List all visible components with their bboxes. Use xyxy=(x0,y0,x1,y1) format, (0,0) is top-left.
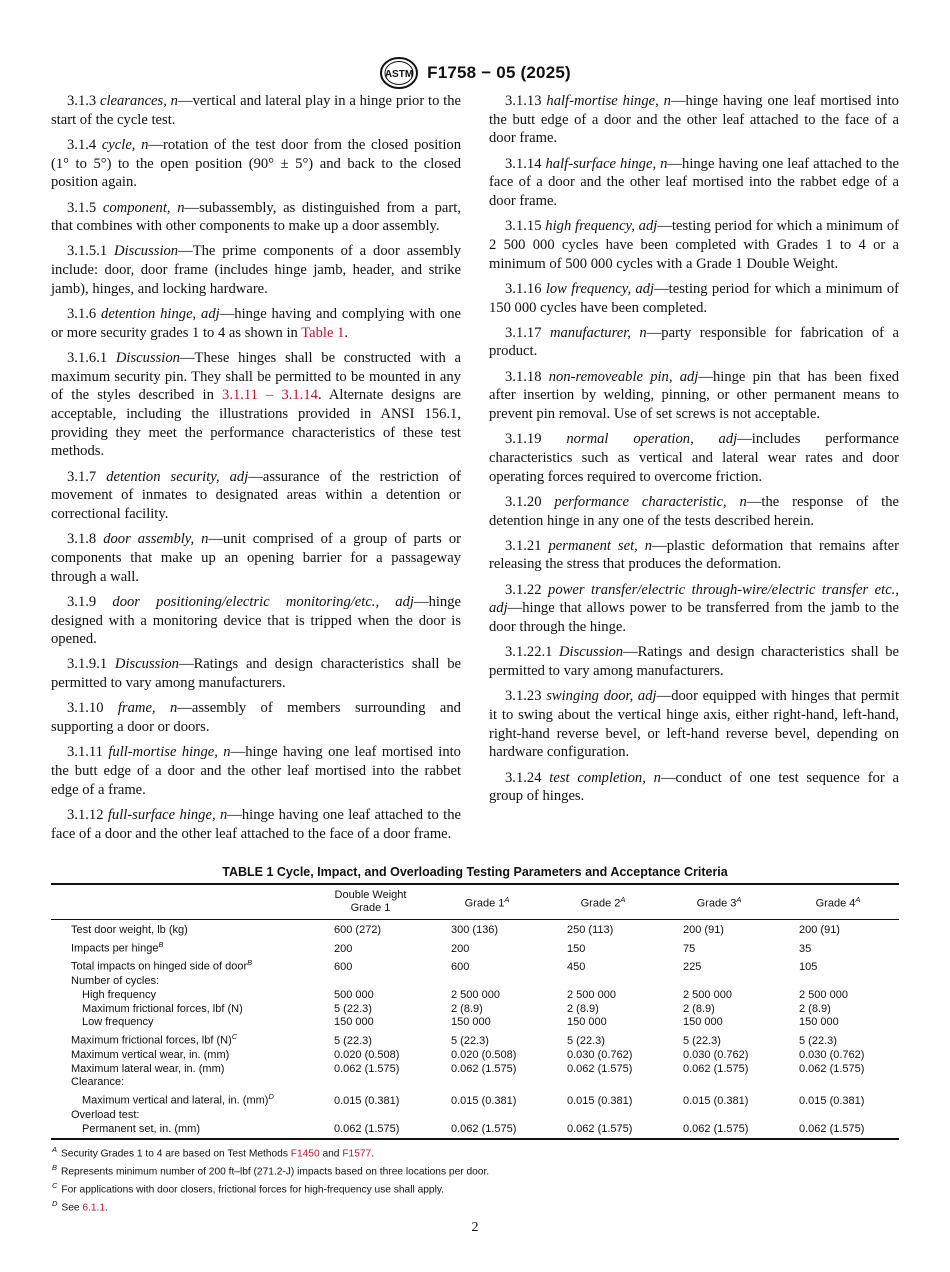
defined-term: clearances, n xyxy=(100,93,178,109)
definition-text: . Alternate designs are acceptable, including the illustrations provided in ANSI 156.1, providing they meet the performance characteristics of these test methods. xyxy=(51,387,461,460)
table-cell xyxy=(312,975,429,989)
table-row xyxy=(51,1003,899,1017)
footnote-marker: A xyxy=(52,1145,58,1155)
defined-term: half-surface hinge, n xyxy=(545,155,668,172)
footnote xyxy=(51,1161,899,1179)
section-number: 3.1.19 xyxy=(505,431,542,448)
defined-term: Discussion xyxy=(114,243,179,260)
table-cell: 0.015 (0.381) xyxy=(683,1094,749,1107)
cross-reference-link[interactable]: 3.1.11 – 3.1.14 xyxy=(222,387,318,404)
table-cell: 0.062 (1.575) xyxy=(683,1062,749,1075)
row-label xyxy=(51,956,312,975)
definition-text: —Ratings and design characteristics shall be permitted to vary among manufacturers. xyxy=(51,656,461,692)
table-cell: 200 xyxy=(451,942,470,955)
definition-text: —subassembly, as distinguished from a part, that combines with other components to make up a door assembly. xyxy=(51,199,461,235)
defined-term: test completion, n xyxy=(549,769,661,786)
row-label xyxy=(51,1109,312,1123)
table-cell xyxy=(545,1076,661,1090)
row-label xyxy=(51,989,312,1003)
table-cell: 200 (91) xyxy=(683,924,724,936)
table-cell: 5 (22.3) xyxy=(334,1002,372,1015)
section-number: 3.1.15 xyxy=(505,218,542,235)
table-cell: 0.015 (0.381) xyxy=(799,1094,865,1107)
row-label-text: Maximum lateral wear, in. (mm) xyxy=(71,1062,225,1075)
definition-text: —includes performance characteristics such as vertical and lateral wear rates and door operating forces required to overcome friction. xyxy=(489,431,899,485)
column-header xyxy=(312,884,429,920)
definition-paragraph xyxy=(51,305,461,342)
table-cell: 300 (136) xyxy=(451,924,499,936)
column-header-text: Grade 4 xyxy=(815,897,856,910)
table-cell xyxy=(429,1076,545,1090)
document-designation: F1758 − 05 (2025) xyxy=(427,63,571,82)
table-cell: 5 (22.3) xyxy=(683,1034,721,1047)
row-label xyxy=(51,1090,312,1109)
footnote-marker: B xyxy=(158,939,164,949)
definition-paragraph xyxy=(51,593,461,649)
section-number: 3.1.20 xyxy=(505,493,542,510)
table-cell: 150 000 xyxy=(799,1016,839,1029)
table-row xyxy=(51,956,899,975)
definition-text: —These hinges shall be constructed with a maximum security pin. They shall be permitted to be mounted in any of the styles described in xyxy=(51,349,461,404)
column-header xyxy=(51,884,312,920)
footnote-text: . xyxy=(105,1202,108,1214)
table-row xyxy=(51,1016,899,1030)
row-label xyxy=(51,1063,312,1077)
column-header-text: Grade 3 xyxy=(696,897,737,910)
table-cell: 2 500 000 xyxy=(451,988,500,1001)
table-cell: 0.020 (0.508) xyxy=(334,1048,400,1061)
definition-text: —vertical and lateral play in a hinge prior to the start of the cycle test. xyxy=(51,93,461,128)
section-number: 3.1.13 xyxy=(505,93,542,109)
table-cell: 2 (8.9) xyxy=(451,1002,483,1015)
table-cell: 0.015 (0.381) xyxy=(334,1094,400,1107)
table-cell xyxy=(777,1109,899,1123)
table-row xyxy=(51,989,899,1003)
left-text-column xyxy=(51,92,461,850)
defined-term: door assembly, n xyxy=(103,531,209,548)
table-cell: 35 xyxy=(799,942,812,955)
table-cell xyxy=(429,1109,545,1123)
section-number: 3.1.6 xyxy=(67,306,97,323)
definition-text: —door equipped with hinges that permit it to swing about the vertical hinge axis, either right-hand, left-hand, right-hand reverse bevel, or left-hand reverse bevel, depending on hardware configuration. xyxy=(489,688,900,761)
defined-term: detention security, adj xyxy=(106,468,249,485)
definition-text: —hinge that allows power to be transferred from the jamb to the door through the hinge. xyxy=(489,600,899,636)
defined-term: cycle, n xyxy=(101,136,149,153)
table-cell: 0.020 (0.508) xyxy=(451,1048,517,1061)
column-header-text: Double Weight Grade 1 xyxy=(334,889,407,914)
row-label-text: Total impacts on hinged side of door xyxy=(71,961,248,973)
table-cell: 5 (22.3) xyxy=(567,1034,605,1047)
footnote-text: Represents minimum number of 200 ft–lbf (271.2-J) impacts based on three locations per door. xyxy=(61,1166,490,1178)
definition-paragraph xyxy=(489,92,899,148)
row-label xyxy=(51,938,312,957)
definition-paragraph xyxy=(489,687,899,762)
section-number: 3.1.11 xyxy=(67,744,103,761)
table-cell: 0.062 (1.575) xyxy=(567,1062,633,1075)
defined-term: high frequency, adj xyxy=(545,218,658,235)
table-cell xyxy=(661,1076,777,1090)
row-label xyxy=(51,1003,312,1017)
definition-text: . xyxy=(344,324,349,341)
definition-text: —hinge having one leaf mortised into the butt edge of a door and the other leaf attached to the face of a door frame. xyxy=(489,93,899,147)
section-number: 3.1.23 xyxy=(505,688,542,705)
definition-text: —the response of the detention hinge in any one of the tests described herein. xyxy=(489,493,900,529)
column-header xyxy=(545,884,661,920)
row-label xyxy=(51,1123,312,1140)
table-cell: 2 (8.9) xyxy=(799,1002,831,1015)
row-label-text: Permanent set, in. (mm) xyxy=(82,1122,200,1135)
row-label-text: Maximum frictional forces, lbf (N) xyxy=(82,1002,243,1015)
defined-term: full-surface hinge, n xyxy=(107,806,228,823)
defined-term: normal operation, adj xyxy=(566,431,738,448)
table-cell: 2 500 000 xyxy=(567,988,616,1001)
table-row xyxy=(51,975,899,989)
table-cell: 2 500 000 xyxy=(799,988,848,1001)
definition-text: —assembly of members surrounding and supporting a door or doors. xyxy=(51,700,461,736)
table-cell: 225 xyxy=(683,961,702,973)
definition-text: —testing period for which a minimum of 150 000 cycles have been completed. xyxy=(489,280,899,316)
definition-paragraph xyxy=(51,806,461,843)
table-cell: 600 xyxy=(334,961,353,973)
table-cell: 0.062 (1.575) xyxy=(334,1062,400,1075)
defined-term: low frequency, adj xyxy=(545,280,655,297)
table-footnotes xyxy=(51,1143,899,1215)
table-cell: 5 (22.3) xyxy=(451,1034,489,1047)
footnote-text: and xyxy=(319,1148,343,1160)
defined-term: door positioning/electric monitoring/etc., adj xyxy=(112,593,414,610)
table-cell: 600 xyxy=(451,961,470,973)
definition-paragraph xyxy=(489,217,899,273)
footnote-text: Security Grades 1 to 4 are based on Test Methods xyxy=(61,1148,291,1160)
definition-text: —hinge having and complying with one or more security grades 1 to 4 as shown in xyxy=(51,306,461,341)
page-number: 2 xyxy=(471,1220,479,1235)
row-label xyxy=(51,1016,312,1030)
footnote-marker: B xyxy=(52,1163,58,1173)
defined-term: swinging door, adj xyxy=(546,688,657,705)
definition-paragraph xyxy=(489,430,899,486)
defined-term: power transfer/electric through-wire/electric transfer etc., adj xyxy=(489,581,899,617)
row-label-text: Maximum vertical and lateral, in. (mm) xyxy=(82,1094,269,1107)
defined-term: detention hinge, adj xyxy=(101,306,220,323)
row-label xyxy=(51,1049,312,1063)
right-text-column xyxy=(489,92,899,812)
row-label xyxy=(51,1076,312,1090)
section-number: 3.1.5.1 xyxy=(67,243,108,260)
definition-paragraph xyxy=(489,537,899,574)
section-number: 3.1.12 xyxy=(67,806,104,823)
section-number: 3.1.4 xyxy=(67,136,97,153)
table-cell: 0.062 (1.575) xyxy=(799,1062,865,1075)
row-label xyxy=(51,1030,312,1049)
column-header xyxy=(777,884,899,920)
defined-term: performance characteristic, n xyxy=(554,493,747,510)
table-cell: 500 000 xyxy=(334,988,374,1001)
definition-paragraph xyxy=(489,280,899,317)
table-cell: 0.030 (0.762) xyxy=(799,1048,865,1061)
section-number: 3.1.22.1 xyxy=(505,644,553,661)
definition-paragraph xyxy=(51,199,461,236)
table-cell: 2 500 000 xyxy=(683,988,732,1001)
definition-text: —hinge having one leaf attached to the face of a door and the other leaf mortised into the rabbet edge of a door frame. xyxy=(489,155,899,210)
astm-logo-icon xyxy=(379,56,419,90)
section-number: 3.1.7 xyxy=(67,468,97,485)
definition-text: —The prime components of a door assembly include: door, door frame (includes hinge jamb, header, and strike jamb), hinges, and locking hardware. xyxy=(51,243,462,297)
table-row xyxy=(51,920,899,938)
table-row xyxy=(51,1123,899,1140)
definition-paragraph xyxy=(489,324,899,361)
table-body xyxy=(51,920,899,1140)
row-label-text: Test door weight, lb (kg) xyxy=(71,924,188,936)
footnote xyxy=(51,1197,899,1215)
defined-term: non-removeable pin, adj xyxy=(548,368,699,385)
table-cell: 5 (22.3) xyxy=(334,1034,372,1047)
column-header xyxy=(429,884,545,920)
row-label-text: Overload test: xyxy=(71,1108,140,1121)
table-cell xyxy=(545,1109,661,1123)
definition-paragraph xyxy=(489,493,899,530)
table-cell: 2 (8.9) xyxy=(567,1002,599,1015)
table-cell: 250 (113) xyxy=(567,924,614,936)
defined-term: half-mortise hinge, n xyxy=(546,93,671,109)
table-cell: 0.062 (1.575) xyxy=(545,1123,661,1140)
section-number: 3.1.18 xyxy=(505,368,542,385)
table-cell: 0.030 (0.762) xyxy=(567,1048,633,1061)
table-cell: 0.062 (1.575) xyxy=(312,1123,429,1140)
section-number: 3.1.6.1 xyxy=(67,349,108,366)
row-label-text: Clearance: xyxy=(71,1076,125,1089)
section-number: 3.1.9.1 xyxy=(67,656,108,673)
table-cell: 200 xyxy=(334,942,353,955)
table-cell xyxy=(661,975,777,989)
section-number: 3.1.17 xyxy=(505,324,542,341)
table-cell: 0.030 (0.762) xyxy=(683,1048,749,1061)
table-cell xyxy=(777,975,899,989)
definition-paragraph xyxy=(51,136,461,192)
table-cell: 150 000 xyxy=(334,1016,374,1029)
cross-reference-link[interactable]: F1577 xyxy=(342,1148,372,1160)
definition-text: —testing period for which a minimum of 2 500 000 cycles have been completed with Grades 1 to 4 or a minimum of 500 000 cycles with a Grade 1 Double Weight. xyxy=(489,218,899,272)
table-row xyxy=(51,1090,899,1109)
table-cell xyxy=(661,1109,777,1123)
table-row xyxy=(51,1030,899,1049)
testing-parameters-table xyxy=(51,883,899,1140)
definition-text: —hinge designed with a monitoring device that is tripped when the door is opened. xyxy=(51,593,461,648)
defined-term: Discussion xyxy=(114,656,179,673)
table-cell: 5 (22.3) xyxy=(799,1034,837,1047)
defined-term: Discussion xyxy=(559,644,624,661)
row-label-text: Low frequency xyxy=(82,1016,154,1029)
section-number: 3.1.22 xyxy=(505,581,542,598)
footnote-text: . xyxy=(371,1148,375,1160)
definition-paragraph xyxy=(51,92,461,129)
row-label-text: Number of cycles: xyxy=(71,974,160,987)
row-label xyxy=(51,920,312,938)
table-cell: 450 xyxy=(567,961,586,973)
defined-term: frame, n xyxy=(117,700,178,717)
defined-term: permanent set, n xyxy=(548,537,653,554)
cross-reference-link[interactable]: F1450 xyxy=(290,1148,320,1160)
row-label-text: High frequency xyxy=(82,988,156,1001)
footnote-marker: A xyxy=(620,895,626,905)
definition-text: —conduct of one test sequence for a group of hinges. xyxy=(489,769,899,805)
definition-paragraph xyxy=(51,655,461,692)
definition-paragraph xyxy=(51,468,461,524)
defined-term: full-mortise hinge, n xyxy=(108,744,231,761)
section-number: 3.1.3 xyxy=(67,93,97,109)
column-header xyxy=(661,884,777,920)
table-cell: 105 xyxy=(799,961,818,973)
table-cell xyxy=(312,1076,429,1090)
footnote-marker: C xyxy=(52,1181,58,1191)
table-row xyxy=(51,1063,899,1077)
table-title: TABLE 1 Cycle, Impact, and Overloading Testing Parameters and Acceptance Criteria xyxy=(222,865,728,879)
footnote-marker: D xyxy=(268,1092,274,1102)
footnote-marker: B xyxy=(247,958,253,968)
footnote-marker: A xyxy=(504,895,510,905)
table-cell xyxy=(545,975,661,989)
table-cell xyxy=(429,975,545,989)
row-label-text: Impacts per hinge xyxy=(71,942,159,955)
defined-term: component, n xyxy=(102,199,185,216)
section-number: 3.1.14 xyxy=(505,155,542,172)
cross-reference-link[interactable]: 6.1.1 xyxy=(82,1202,106,1214)
page-header xyxy=(0,56,950,90)
section-number: 3.1.21 xyxy=(505,537,542,554)
definition-text: —plastic deformation that remains after releasing the stress that produces the deformation. xyxy=(489,537,899,573)
section-number: 3.1.24 xyxy=(505,769,542,786)
table-cell xyxy=(312,1109,429,1123)
table-row xyxy=(51,1076,899,1090)
footnote-marker: A xyxy=(736,895,742,905)
svg-text:ASTM: ASTM xyxy=(384,69,414,80)
table-cell: 150 000 xyxy=(683,1016,723,1029)
definition-paragraph xyxy=(489,155,899,211)
table-1 xyxy=(51,865,899,1215)
defined-term: Discussion xyxy=(115,349,180,366)
definition-paragraph xyxy=(489,368,899,424)
definition-text: —rotation of the test door from the closed position (1° to 5°) to the open position (90° ± 5°) and back to the closed position again. xyxy=(51,136,462,191)
table-row xyxy=(51,1049,899,1063)
definition-text: —Ratings and design characteristics shall be permitted to vary among manufacturers. xyxy=(489,644,899,679)
definition-text: —hinge having one leaf mortised into the butt edge of a door and the other leaf mortised into the rabbet edge of a frame. xyxy=(51,744,461,798)
table-cell: 0.015 (0.381) xyxy=(567,1094,633,1107)
section-number: 3.1.8 xyxy=(67,531,97,548)
table-cell: 0.062 (1.575) xyxy=(661,1123,777,1140)
definition-paragraph xyxy=(51,743,461,799)
table-cell: 150 xyxy=(567,942,586,955)
definition-paragraph xyxy=(489,769,899,806)
section-number: 3.1.16 xyxy=(505,280,542,297)
row-label-text: Maximum vertical wear, in. (mm) xyxy=(71,1048,230,1061)
table-cell: 0.062 (1.575) xyxy=(429,1123,545,1140)
definition-text: —unit comprised of a group of parts or components that make up an opening barrier for a passageway through a wall. xyxy=(51,531,461,585)
footnote xyxy=(51,1143,899,1161)
footnote xyxy=(51,1179,899,1197)
footnote-marker: C xyxy=(231,1032,238,1042)
section-number: 3.1.5 xyxy=(67,199,97,216)
table-cell: 200 (91) xyxy=(799,924,840,936)
table-cell: 75 xyxy=(683,942,696,955)
definition-paragraph xyxy=(51,699,461,736)
footnote-text: For applications with door closers, frictional forces for high-frequency use shall apply. xyxy=(61,1184,445,1196)
table-cell: 0.015 (0.381) xyxy=(451,1094,517,1107)
footnote-marker: D xyxy=(52,1199,58,1209)
table-cell: 0.062 (1.575) xyxy=(451,1062,517,1075)
definition-paragraph xyxy=(51,242,461,298)
column-header-text: Grade 2 xyxy=(580,897,621,910)
defined-term: manufacturer, n xyxy=(549,324,647,341)
definition-text: —party responsible for fabrication of a product. xyxy=(489,324,899,360)
cross-reference-link[interactable]: Table 1 xyxy=(301,324,345,341)
definition-text: —hinge having one leaf attached to the face of a door and the other leaf attached to the face of a door frame. xyxy=(51,806,461,842)
footnote-marker: A xyxy=(855,895,861,905)
table-row xyxy=(51,1109,899,1123)
row-label xyxy=(51,975,312,989)
table-cell: 600 (272) xyxy=(334,924,382,936)
definition-paragraph xyxy=(489,581,899,637)
table-header-row xyxy=(51,884,899,920)
table-cell: 2 (8.9) xyxy=(683,1002,715,1015)
definition-paragraph xyxy=(489,643,899,680)
table-cell xyxy=(777,1076,899,1090)
footnote-text: See xyxy=(61,1202,83,1214)
table-row xyxy=(51,938,899,957)
definition-text: —assurance of the restriction of movement of inmates to designated areas within a detention or correctional facility. xyxy=(51,468,461,523)
definition-paragraph xyxy=(51,349,461,461)
definition-text: —hinge pin that has been fixed after insertion by welding, pinning, or other permanent means to prevent pin removal. Use of set screws is not acceptable. xyxy=(489,368,899,423)
row-label-text: Maximum frictional forces, lbf (N) xyxy=(71,1034,232,1047)
column-header-text: Grade 1 xyxy=(464,897,505,910)
section-number: 3.1.9 xyxy=(67,593,97,610)
table-cell: 150 000 xyxy=(451,1016,491,1029)
table-cell: 150 000 xyxy=(567,1016,607,1029)
table-cell: 0.062 (1.575) xyxy=(777,1123,899,1140)
section-number: 3.1.10 xyxy=(67,700,104,717)
definition-paragraph xyxy=(51,530,461,586)
